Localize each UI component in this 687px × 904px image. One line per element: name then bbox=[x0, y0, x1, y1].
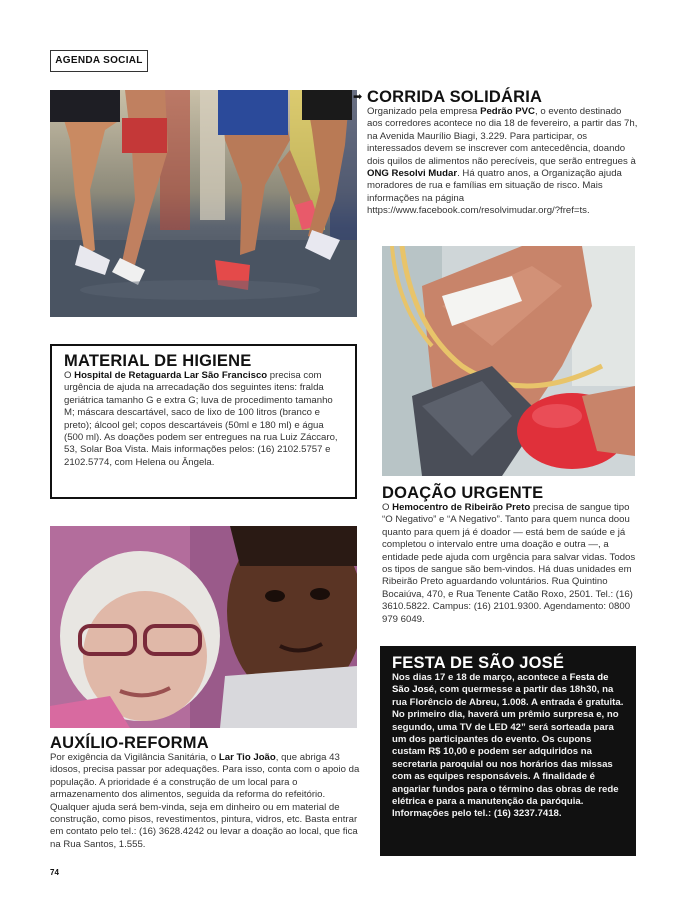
elderly-portrait-photo bbox=[50, 526, 357, 728]
article-body: Nos dias 17 e 18 de março, acontece a Festa de São José, com quermesse a partir das 18h30, na rua Florêncio de Abreu, 1.008. A entrada é gratuita. No primeiro dia, haverá um prêmio surpresa e, no segundo, uma TV de LED 42” será sorteada para um dos participantes do evento. Os cupons custam R$ 10,00 e podem ser adquiridos na secretaria paroquial ou nos horários das missas com as equipes responsáveis. A finalidade é angariar fundos para o término das obras de rede elétrica e para a manutenção da paróquia. Informações pelo tel.: (16) 3237.7418. bbox=[392, 672, 624, 820]
section-tag: AGENDA SOCIAL bbox=[50, 50, 148, 72]
article-festa-de-sao-jose bbox=[380, 646, 636, 856]
article-doacao-urgente bbox=[382, 484, 638, 626]
article-title: AUXÍLIO-REFORMA bbox=[50, 734, 209, 752]
article-auxilio-reforma bbox=[50, 734, 360, 851]
article-material-de-higiene bbox=[50, 344, 357, 499]
article-title: MATERIAL DE HIGIENE bbox=[64, 352, 252, 370]
article-body: O Hospital de Retaguarda Lar São Francisco precisa com urgência de ajuda na arrecadação dos seguintes itens: fralda geriátrica tamanho G e extra G; luva de procedimento tamanho M; máscara descartável, saco de lixo de 100 litros (branco e preto); álcool gel; copos descartáveis (50ml e 180 ml) e água (500 ml). As doações podem ser entregues na rua Luiz Záccaro, 53, Solar Boa Vista. Mais informações pelos: (16) 2102.5757 e 2102.5774, com Helena ou Ângela. bbox=[64, 370, 338, 468]
article-body: O Hemocentro de Ribeirão Preto precisa de sangue tipo “O Negativo” e “A Negativo”. Tanto para quem nunca doou quanto para quem já é doador — está bem de saúde e já completou o intervalo entre uma doação e outra —, a entidade pede ajuda com urgência para salvar vidas. Todos os tipos de sangue são bem-vindos. Há duas unidades em Ribeirão Preto aguardando voluntários. Rua Quintino Bocaiúva, 470, e Rua Tenente Catão Roxo, 2501. Tel.: (16) 3610.5822. Campus: (16) 2101.9300. Agendamento: 0800 979 6049. bbox=[382, 502, 636, 625]
runners-photo bbox=[50, 90, 357, 317]
article-title: CORRIDA SOLIDÁRIA bbox=[367, 88, 543, 106]
article-body: Por exigência da Vigilância Sanitária, o Lar Tio João, que abriga 43 idosos, precisa passar por adequações. Para isso, conta com o apoio da população. A prioridade é a construção de um local para o armazenamento dos alimentos, seguida da reforma do refeitório. Qualquer ajuda será bem-vinda, seja em dinheiro ou em material de construção, como pisos, revestimentos, pintura, vidros, etc. Basta entrar em contato pelo tel.: (16) 3628.4242 ou levar a doação ao local, que fica na Rua Santos, 1.555. bbox=[50, 752, 360, 850]
article-title: DOAÇÃO URGENTE bbox=[382, 484, 544, 502]
article-title: FESTA DE SÃO JOSÉ bbox=[392, 654, 565, 672]
arrow-right-icon: ➡ bbox=[353, 91, 363, 103]
page-number: 74 bbox=[50, 868, 59, 877]
article-corrida-solidaria bbox=[353, 88, 639, 218]
article-body: Organizado pela empresa Pedrão PVC, o evento destinado aos corredores acontece no dia 18 de fevereiro, a partir das 7h, na Avenida Maurílio Biagi, 3.229. Para participar, os interessados devem se inscrever com antecedência, doando dois quilos de alimentos não perecíveis, que serão entregues à ONG Resolvi Mudar. Há quatro anos, a Organização ajuda moradores de rua e famílias em situação de risco. Mais informações na página https://www.facebook.com/resolvimudar.org/?fref=ts. bbox=[367, 106, 638, 217]
blood-donation-photo bbox=[382, 246, 635, 476]
